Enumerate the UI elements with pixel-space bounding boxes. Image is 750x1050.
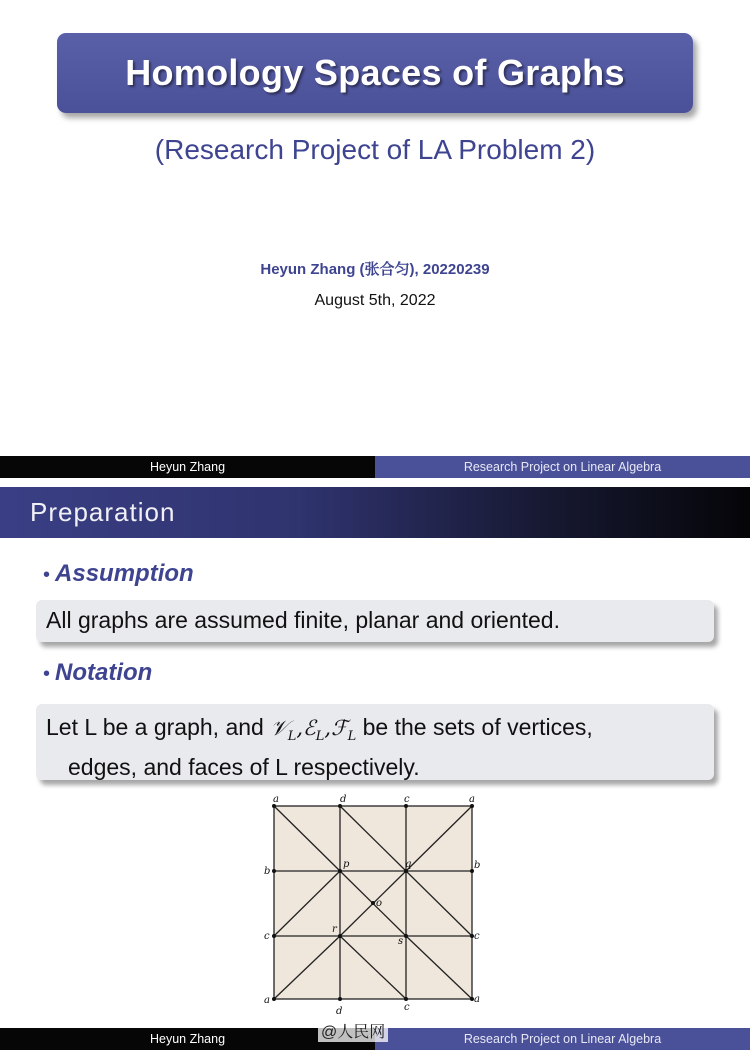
frame-title: Preparation: [30, 497, 176, 527]
assumption-title: Assumption: [55, 560, 194, 587]
notation-block: [36, 704, 714, 780]
vertex-label: b: [474, 860, 481, 871]
vertex-label: r: [332, 924, 337, 935]
watermark-text: @人民网: [318, 1019, 388, 1042]
vertex-label: a: [474, 994, 480, 1005]
date-line: August 5th, 2022: [314, 292, 436, 309]
vertex-label: c: [264, 931, 270, 942]
notation-text-b: be the sets of vertices,: [356, 714, 593, 740]
vertex-label: a: [264, 995, 270, 1006]
footer-author: Heyun Zhang: [0, 456, 375, 478]
vertex-label: b: [264, 866, 271, 877]
slide1-footer: [0, 456, 750, 478]
vertex-label: o: [376, 898, 383, 909]
vertex-label: d: [340, 794, 347, 805]
notation-line-1: [46, 712, 704, 752]
footer-project: Research Project on Linear Algebra: [375, 1028, 750, 1050]
footer-project: Research Project on Linear Algebra: [375, 456, 750, 478]
notation-heading: [43, 659, 152, 687]
slide-subtitle: (Research Project of LA Problem 2): [154, 134, 596, 165]
footer-author: Heyun Zhang: [0, 1028, 375, 1050]
vertex-label: c: [404, 794, 410, 805]
vertex-label: c: [404, 1002, 410, 1013]
graph-figure: [258, 792, 490, 1022]
bullet-icon: •: [43, 564, 51, 586]
notation-title: Notation: [55, 659, 153, 686]
assumption-heading: [43, 560, 194, 588]
bullet-icon: •: [43, 663, 51, 685]
vertex-label: c: [474, 931, 480, 942]
frame-title-bar: [0, 487, 750, 538]
notation-line-2: edges, and faces of L respectively.: [68, 754, 420, 781]
vertex-label: q: [405, 859, 412, 870]
assumption-block: [36, 600, 714, 642]
slide-title: Homology Spaces of Graphs: [125, 52, 625, 93]
math-sets: 𝒱$_L$,ℰ$_L$,ℱ$_L$: [270, 716, 357, 745]
assumption-text: All graphs are assumed finite, planar and oriented.: [46, 607, 560, 633]
vertex-label: a: [469, 794, 475, 805]
graph-diagram: [258, 792, 490, 1022]
vertex-label: a: [273, 794, 279, 805]
title-slide: [0, 0, 750, 478]
notation-text-a: Let L be a graph, and: [46, 714, 271, 740]
vertex-label: s: [398, 936, 404, 947]
author-line: Heyun Zhang (张合匀), 20220239: [260, 261, 490, 278]
vertex-label: d: [336, 1006, 343, 1017]
title-banner: [57, 33, 693, 113]
vertex-label: p: [343, 859, 350, 870]
